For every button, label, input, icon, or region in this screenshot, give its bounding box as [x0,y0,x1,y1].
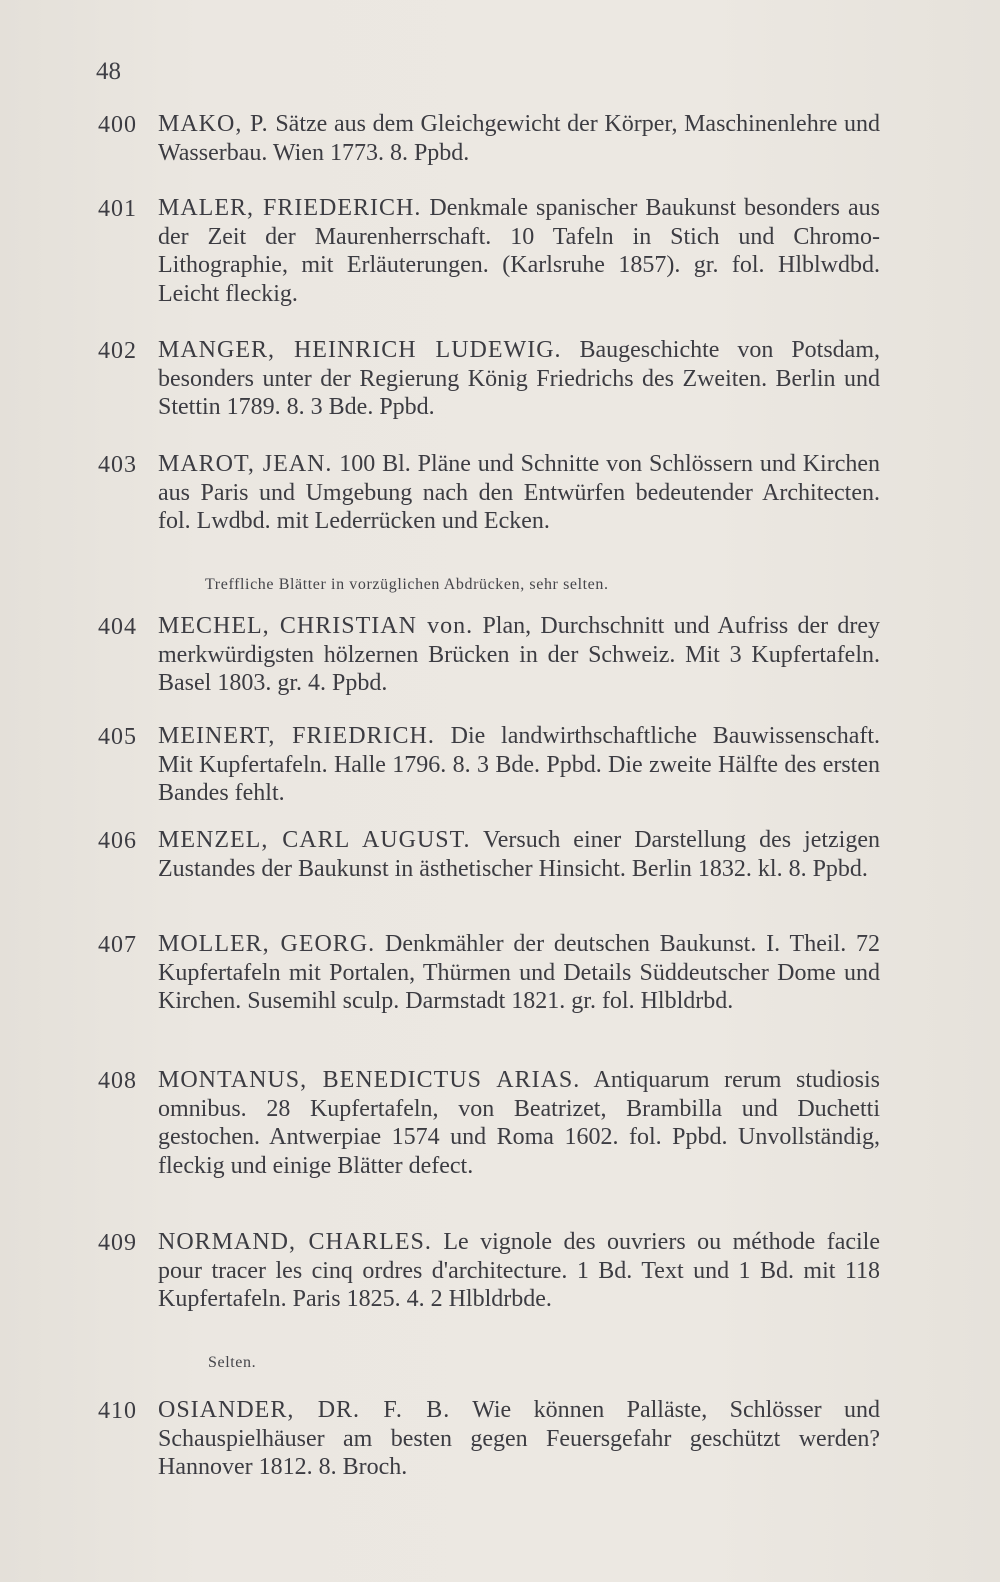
entry-number: 402 [98,338,137,364]
entry-body [158,612,880,698]
entry-text: Denkmähler der deutschen Baukunst. I. Theil. 72 Kupfertafeln mit Portalen, Thürmen und Details Süddeutscher Dome und Kirchen. Susemihl sculp. Darmstadt 1821. gr. fol. Hlbldrbd. [158,931,881,1014]
entry-body [158,194,880,308]
entry-note: Treffliche Blätter in vorzüglichen Abdrücken, sehr selten. [205,576,609,593]
entry-body [158,1396,880,1482]
entry-text: Baugeschichte von Potsdam, besonders unter der Regierung König Friedrichs des Zweiten. Berlin und Stettin 1789. 8. 3 Bde. Ppbd. [158,337,881,420]
entry-number: 406 [98,828,137,854]
entry-body [158,930,880,1016]
page-number: 48 [96,58,121,85]
entry-text: Antiquarum rerum studiosis omnibus. 28 Kupfertafeln, von Beatrizet, Brambilla und Duchetti gestochen. Antwerpiae 1574 und Roma 1602. fol. Ppbd. Unvollständig, fleckig und einige Blätter defect. [158,1067,880,1179]
entry-text: Plan, Durchschnitt und Aufriss der drey merkwürdigsten hölzernen Brücken in der Schweiz. Mit 3 Kupfertafeln. Basel 1803. gr. 4. Ppbd. [158,613,881,696]
entry-body [158,1066,880,1180]
entry-number: 405 [98,724,137,750]
entry-author: MAKO, P. [158,111,269,137]
entry-number: 409 [98,1230,137,1256]
entry-author: MEINERT, FRIEDRICH. [158,723,435,749]
entry-author: MECHEL, CHRISTIAN von. [158,613,474,639]
entry-number: 403 [98,452,137,478]
entry-author: NORMAND, CHARLES. [158,1229,432,1255]
entry-body [158,336,880,422]
entry-text: Le vignole des ouvriers ou méthode facile pour tracer les cinq ordres d'architecture. 1 Bd. Text und 1 Bd. mit 118 Kupfertafeln. Paris 1825. 4. 2 Hlbldrbde. [158,1229,880,1312]
entry-body [158,110,880,167]
entry-number: 400 [98,112,137,138]
entry-text: Sätze aus dem Gleichgewicht der Körper, Maschinenlehre und Wasserbau. Wien 1773. 8. Ppbd. [158,111,881,166]
entry-text: Wie können Palläste, Schlösser und Schauspielhäuser am besten gegen Feuersgefahr geschützt werden? Hannover 1812. 8. Broch. [158,1397,880,1480]
entry-text: Versuch einer Darstellung des jetzigen Zustandes der Baukunst in ästhetischer Hinsicht. Berlin 1832. kl. 8. Ppbd. [158,827,880,882]
entry-author: MENZEL, CARL AUGUST. [158,827,471,853]
entry-author: MAROT, JEAN. [158,451,333,477]
entry-text: Denkmale spanischer Baukunst besonders aus der Zeit der Maurenherrschaft. 10 Tafeln in Stich und Chromo-Lithographie, mit Erläuterungen. (Karlsruhe 1857). gr. fol. Hlblwdbd. Leicht fleckig. [158,195,880,307]
entry-author: MANGER, HEINRICH LUDEWIG. [158,337,562,363]
entry-text: Die landwirthschaftliche Bauwissenschaft. Mit Kupfertafeln. Halle 1796. 8. 3 Bde. Ppbd. Die zweite Hälfte des ersten Bandes fehlt. [158,723,881,806]
entry-author: MALER, FRIEDERICH. [158,195,422,221]
entry-body [158,450,880,536]
entry-author: MONTANUS, BENEDICTUS ARIAS. [158,1067,581,1093]
entry-text: 100 Bl. Pläne und Schnitte von Schlössern und Kirchen aus Paris und Umgebung nach den Entwürfen bedeutender Architecten. fol. Lwdbd. mit Lederrücken und Ecken. [158,451,880,534]
entry-number: 404 [98,614,137,640]
entry-body [158,1228,880,1314]
entry-number: 410 [98,1398,137,1424]
entry-body [158,722,880,808]
entry-author: MOLLER, GEORG. [158,931,376,957]
entry-number: 408 [98,1068,137,1094]
entry-author: OSIANDER, DR. F. B. [158,1397,451,1423]
entry-number: 407 [98,932,137,958]
entry-body [158,826,880,883]
entry-note: Selten. [208,1354,257,1371]
entry-number: 401 [98,196,137,222]
